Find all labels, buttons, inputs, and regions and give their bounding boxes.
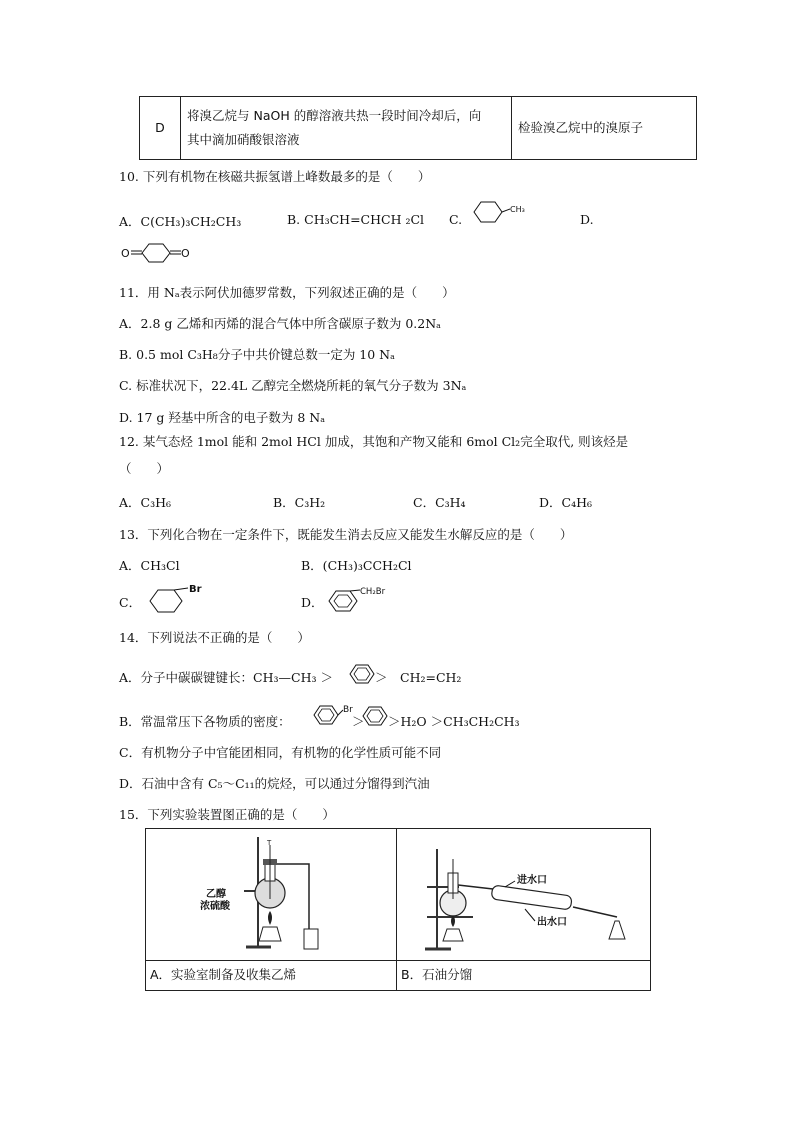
q15-stem: 15．下列实验装置图正确的是（ ） [119,807,335,822]
svg-text:T: T [267,839,272,847]
q11-option-b: B. 0.5 mol C₃H₈分子中共价键总数一定为 10 Nₐ [119,347,395,362]
apparatus-a-cell [146,829,397,961]
apparatus-table [145,828,651,991]
svg-text:O: O [121,247,130,260]
water-inlet-label: 进水口 [517,875,547,886]
q10-option-a: A．C(CH₃)₃CH₂CH₃ [119,214,242,229]
bromocyclohexane-structure [146,582,208,618]
methylcyclohexane-structure [468,196,528,228]
q14-option-c: C．有机物分子中官能团相同，有机物的化学性质可能不同 [119,745,442,760]
operation-cell [181,97,512,160]
benzyl-bromide-structure [326,584,406,618]
sulfuric-acid-label: 浓硫酸 [200,901,230,912]
cyclohexanedione-structure [120,240,198,266]
q11-stem: 11．用 Nₐ表示阿伏加德罗常数，下列叙述正确的是（ ） [119,285,455,300]
operation-line-2: 其中滴加硝酸银溶液 [187,132,300,147]
benzene-structure-a [348,662,378,686]
q12-option-b: B．C₃H₂ [273,495,326,510]
q10-stem: 10. 下列有机物在核磁共振氢谱上峰数最多的是（ ） [119,169,431,184]
apparatus-b-caption: B．石油分馏 [397,961,651,991]
q14-option-a-prefix: A．分子中碳碳键键长：CH₃—CH₃ ＞ [119,670,333,685]
q14-option-b-prefix: B．常温常压下各物质的密度： [119,714,291,729]
benzene-structure-b [361,704,391,728]
q10-option-c: C. [449,212,463,227]
q14-option-d: D．石油中含有 C₅～C₁₁的烷烃，可以通过分馏得到汽油 [119,776,430,791]
option-cell: D [140,97,181,160]
distillation-apparatus-figure [397,829,650,957]
q13-option-c: C． [119,595,142,610]
purpose-cell: 检验溴乙烷中的溴原子 [512,97,697,160]
ethanol-label: 乙醇 [206,889,226,900]
q14-stem: 14．下列说法不正确的是（ ） [119,630,310,645]
q12-stem-paren: （ ） [119,461,170,476]
q11-option-c: C. 标准状况下，22.4L 乙醇完全燃烧所耗的氧气分子数为 3Nₐ [119,378,467,393]
q12-option-a: A．C₃H₆ [119,495,172,510]
methyl-label: CH₃ [510,205,525,214]
q12-option-d: D．C₄H₆ [539,495,593,510]
apparatus-b-cell [397,829,651,961]
q13-option-a: A．CH₃Cl [119,558,180,573]
q12-option-c: C．C₃H₄ [413,495,466,510]
ethylene-apparatus-figure [146,829,396,957]
q12-stem: 12. 某气态烃 1mol 能和 2mol HCl 加成，其饱和产物又能和 6mol Cl₂完全取代, 则该烃是 [119,434,629,449]
q10-option-d: D. [580,212,594,227]
bromine-label: Br [189,584,202,595]
operation-line-1: 将溴乙烷与 NaOH 的醇溶液共热一段时间冷却后，向 [187,108,482,123]
svg-text:O: O [181,247,190,260]
q14-option-b-suffix: ＞H₂O ＞CH₃CH₂CH₃ [388,714,520,729]
q13-option-b: B．(CH₃)₃CCH₂Cl [301,558,412,573]
q11-option-d: D. 17 g 羟基中所含的电子数为 8 Nₐ [119,410,326,425]
ch2br-label: CH₂Br [360,587,386,597]
bromobenzene-br-label: Br [343,705,353,715]
previous-question-table [139,96,697,160]
q13-stem: 13．下列化合物在一定条件下，既能发生消去反应又能发生水解反应的是（ ） [119,527,573,542]
q14-option-a-suffix: ＞ CH₂=CH₂ [375,670,462,685]
q11-option-a: A．2.8 g 乙烯和丙烯的混合气体中所含碳原子数为 0.2Nₐ [119,316,441,331]
q10-option-b: B. CH₃CH=CHCH ₂Cl [287,212,425,227]
q13-option-d: D． [301,595,324,610]
water-outlet-label: 出水口 [537,917,567,928]
apparatus-a-caption: A．实验室制备及收集乙烯 [146,961,397,991]
q14-option-b-gt: ＞ [352,714,365,729]
